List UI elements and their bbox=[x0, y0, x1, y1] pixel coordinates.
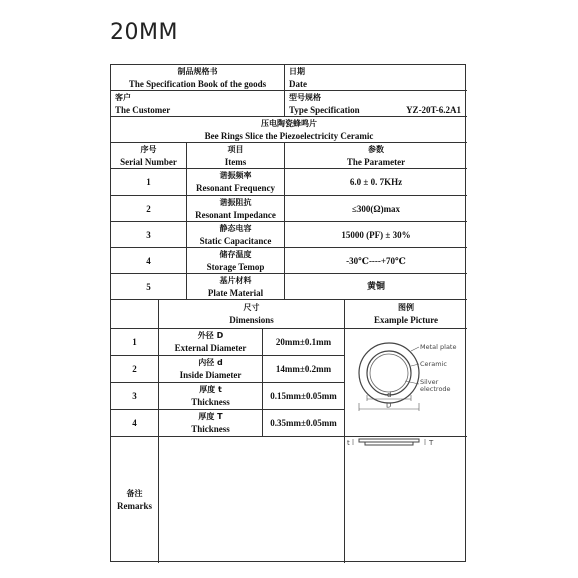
date-cell bbox=[285, 65, 467, 91]
customer-en: The Customer bbox=[115, 104, 171, 115]
dimension-row-num: 1 bbox=[111, 329, 159, 356]
type-en: Type Specification bbox=[289, 104, 360, 115]
param-header-zh: 参数 bbox=[368, 144, 384, 154]
spec-book-cell bbox=[111, 65, 285, 91]
product-zh: 压电陶瓷蜂鸣片 bbox=[261, 118, 317, 128]
customer-cell bbox=[111, 91, 285, 117]
type-zh: 型号规格 bbox=[289, 92, 321, 102]
product-en: Bee Rings Slice the Piezoelectricity Ceramic bbox=[204, 130, 374, 141]
example-picture-en: Example Picture bbox=[373, 315, 439, 325]
D-big-label: D bbox=[386, 401, 392, 410]
param-item-en: Static Capacitance bbox=[199, 235, 272, 246]
dimension-row-item bbox=[159, 356, 263, 383]
remarks-label-cell bbox=[111, 437, 159, 563]
dimension-item-zh: 厚度 T bbox=[198, 412, 223, 421]
param-row-num: 2 bbox=[111, 196, 187, 222]
dimension-item-en: Thickness bbox=[191, 397, 230, 407]
param-row-num: 5 bbox=[111, 274, 187, 300]
param-item-zh: 谐振频率 bbox=[219, 171, 252, 180]
dimension-row-item bbox=[159, 383, 263, 410]
T-big-label: T bbox=[429, 439, 434, 447]
piezo-disc-diagram bbox=[345, 329, 467, 437]
param-row-item bbox=[187, 169, 285, 196]
side-ceramic bbox=[365, 442, 413, 445]
param-row-num: 4 bbox=[111, 248, 187, 274]
metal-plate-label: Metal plate bbox=[420, 343, 457, 351]
remarks-zh: 备注 bbox=[126, 489, 143, 498]
param-item-zh: 谐振阻抗 bbox=[219, 197, 252, 207]
dimension-row-item bbox=[159, 410, 263, 437]
t-small-label: t bbox=[347, 439, 350, 447]
param-row-num: 1 bbox=[111, 169, 187, 196]
dimension-item-zh: 厚度 t bbox=[199, 385, 222, 394]
remarks-en: Remarks bbox=[117, 501, 152, 511]
silver-label: Silver bbox=[420, 378, 439, 386]
spec-book-zh: 制品规格书 bbox=[177, 66, 218, 76]
date-zh: 日期 bbox=[289, 66, 305, 76]
dimension-row-value: 14mm±0.2mm bbox=[263, 356, 345, 383]
ceramic-label: Ceramic bbox=[420, 360, 447, 368]
dimension-row-num: 2 bbox=[111, 356, 159, 383]
param-item-zh: 静态电容 bbox=[219, 223, 252, 233]
metal-plate-leader bbox=[411, 347, 419, 351]
param-item-zh: 基片材料 bbox=[219, 275, 252, 285]
example-picture-header bbox=[345, 300, 467, 329]
items-header-zh: 项目 bbox=[227, 144, 244, 154]
side-view-diagram bbox=[345, 437, 467, 477]
param-item-en: Plate Material bbox=[207, 287, 264, 298]
dimension-row-num: 4 bbox=[111, 410, 159, 437]
customer-zh: 客户 bbox=[115, 92, 131, 102]
dimension-item-en: Inside Diameter bbox=[179, 370, 242, 380]
dimension-item-en: Thickness bbox=[191, 424, 230, 434]
example-picture-zh: 图例 bbox=[398, 303, 414, 312]
param-header bbox=[285, 143, 467, 169]
param-row-item bbox=[187, 274, 285, 300]
param-item-en: Storage Temop bbox=[206, 261, 265, 272]
param-row-value: 黄铜 bbox=[285, 274, 467, 300]
param-row-item bbox=[187, 196, 285, 222]
dimension-row-num: 3 bbox=[111, 383, 159, 410]
dimensions-title-zh: 尺寸 bbox=[243, 303, 260, 312]
example-picture-cell bbox=[345, 329, 467, 437]
items-header bbox=[187, 143, 285, 169]
side-view-cell bbox=[345, 437, 467, 563]
param-item-en: Resonant Frequency bbox=[195, 183, 276, 193]
param-item-zh: 储存温度 bbox=[219, 249, 252, 259]
dimension-item-zh: 内径 d bbox=[198, 358, 223, 367]
silver-electrode-shape bbox=[370, 354, 408, 392]
dimension-row-value: 0.15mm±0.05mm bbox=[263, 383, 345, 410]
page-heading: 20MM bbox=[110, 20, 178, 45]
serial-header-zh: 序号 bbox=[140, 144, 157, 154]
type-value: YZ-20T-6.2A1 bbox=[406, 104, 461, 115]
type-cell bbox=[285, 91, 467, 117]
dimensions-title-en: Dimensions bbox=[229, 315, 274, 325]
param-item-en: Resonant Impedance bbox=[195, 209, 276, 220]
serial-header bbox=[111, 143, 187, 169]
electrode-label: electrode bbox=[420, 385, 451, 393]
ceramic-shape bbox=[367, 351, 411, 395]
serial-header-en: Serial Number bbox=[120, 156, 177, 167]
dimension-row-value: 20mm±0.1mm bbox=[263, 329, 345, 356]
dimensions-header bbox=[159, 300, 345, 329]
dimension-row-item bbox=[159, 329, 263, 356]
specification-sheet bbox=[110, 64, 466, 562]
remarks-content-cell bbox=[159, 437, 345, 563]
dimension-row-value: 0.35mm±0.05mm bbox=[263, 410, 345, 437]
param-row-item bbox=[187, 222, 285, 248]
dimension-item-zh: 外径 D bbox=[197, 331, 224, 340]
param-row-num: 3 bbox=[111, 222, 187, 248]
param-row-value: ≤300(Ω)max bbox=[285, 196, 467, 222]
param-row-value: 15000 (PF) ± 30% bbox=[285, 222, 467, 248]
param-header-en: The Parameter bbox=[346, 156, 406, 167]
items-header-en: Items bbox=[224, 156, 247, 167]
param-row-item bbox=[187, 248, 285, 274]
product-title-cell bbox=[111, 117, 467, 143]
d-small-label: d bbox=[387, 391, 392, 399]
date-en: Date bbox=[289, 78, 307, 89]
dimension-item-en: External Diameter bbox=[174, 343, 247, 353]
dimensions-spacer bbox=[111, 300, 159, 329]
param-row-value: 6.0 ± 0. 7KHz bbox=[285, 169, 467, 196]
param-row-value: -30℃----+70℃ bbox=[285, 248, 467, 274]
spec-book-en: The Specification Book of the goods bbox=[128, 78, 267, 89]
